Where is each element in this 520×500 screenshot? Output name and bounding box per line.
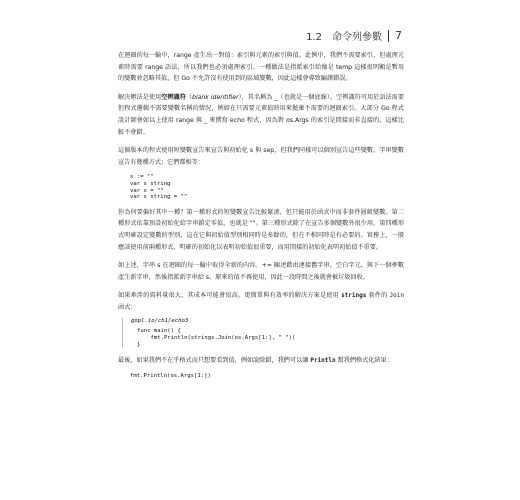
page-number: 7 — [395, 29, 402, 42]
paragraph-2-text-b: ），其名稱為 _（也就是一個底線）。空辨識符可用於語法需要但程式邏輯不需要變數名稱的情況，例如在只需要元素值時用來拋棄不需要的迴圈索引。大部分 Go 程式設計師會如以上使用 range 與 _ 來撰寫 echo 程式，因為對 os.Args 的索引是間接而非直接的，這樣比較不會錯。 — [118, 93, 404, 136]
code-line: } — [137, 341, 141, 348]
page-body — [118, 50, 404, 379]
running-header — [306, 28, 402, 43]
paragraph-1-text: 在迴圈的每一輪中，range 產生出一對值：索引與元素的索引與值。此例中，我們不需要索引，但處理元素時需要 range 語法，所以我們也必須處理索引。一種做法是指派索引給像是 temp 這樣很明顯是暫用的變數並忽略其值，但 Go 不允許沒有使用到的區域變數，因此這樣會導致編譯錯誤。 — [118, 52, 404, 83]
code-line: s := "" — [130, 174, 154, 181]
paragraph-5 — [118, 260, 404, 283]
code-block-println — [118, 373, 404, 380]
paragraph-6-text-a: 如果牽涉的資料量很大，其成本可能會很高。更簡單與有效率的解決方案是使用 — [118, 292, 342, 300]
listing-title: gopl.io/ch1/echo3 — [131, 318, 189, 325]
paragraph-4 — [118, 207, 404, 253]
paragraph-2-paren: （ — [185, 93, 193, 101]
term-blank-identifier-en: blank identifier — [192, 93, 239, 101]
paragraph-7-text-b: 幫我們格式化結果： — [335, 357, 393, 365]
paragraph-3 — [118, 145, 404, 168]
code-listing-echo3 — [122, 318, 404, 348]
header-divider — [388, 30, 389, 42]
section-title: 1.2 命令列參數 — [306, 32, 382, 43]
paragraph-6-text-b: 套件的 — [366, 292, 390, 300]
term-blank-identifier: 空辨識符 — [161, 93, 186, 101]
code-line: fmt.Println(os.Args[1:]) — [130, 372, 211, 379]
code-line: func main() { — [137, 328, 181, 335]
paragraph-2 — [118, 92, 404, 138]
inline-code-strings: strings — [341, 292, 367, 300]
code-line: var s = "" — [130, 187, 164, 194]
paragraph-4-text: 你為何要偏好其中一種？第一種形式的短變數宣告比較緊湊，但只能用於函式中而非套件層級變數。第二種形式依靠預設初始化給字串鎖定零值，也就是 ""。第三種形式除了在宣告多個變數外很少用。第四種形式明確設定變數的型別，這在它與初始值型別相同時是多餘的，但在不相同時是有必要的。實務上，一般應該使用前兩種形式，明確的初始化以表明初始值很重要，而用間接的初始化表明初始值不重要。 — [118, 208, 404, 251]
inline-code-join: Join — [389, 292, 404, 300]
code-block-echo3 — [131, 328, 404, 348]
code-line: fmt.Println(strings.Join(os.Args[1:], " ")) — [137, 335, 296, 342]
paragraph-7 — [118, 355, 404, 367]
paragraph-7-text-a: 最後，如果我們不在乎格式而只想要看到值，例如說除錯，我們可以讓 — [118, 357, 311, 365]
paragraph-2-text-a: 解決辦法是使用 — [118, 93, 162, 101]
paragraph-5-text: 如上述，字串 s 在迴圈的每一輪中取得全新的內容。+= 陳述藉由連接舊字串、空白字元、與下一個參數產生新字串，然後指派新字串給 s。原來的值不再使用，因此一段時間之後就會被垃圾回收。 — [118, 262, 404, 281]
paragraph-3-text: 這個版本的程式使用短變數宣告來宣告與初始化 s 與 sep，但我們同樣可以個別宣告這些變數。字串變數宣告有幾種方式；它們都相等： — [118, 147, 404, 166]
code-line: var s string — [130, 180, 171, 187]
paragraph-6-text-c: 函式： — [118, 303, 137, 311]
code-block-declarations — [118, 174, 404, 200]
inline-code-println: Println — [310, 357, 336, 365]
paragraph-1 — [118, 50, 404, 85]
code-line: var s string = "" — [130, 194, 188, 201]
paragraph-6 — [118, 290, 404, 313]
